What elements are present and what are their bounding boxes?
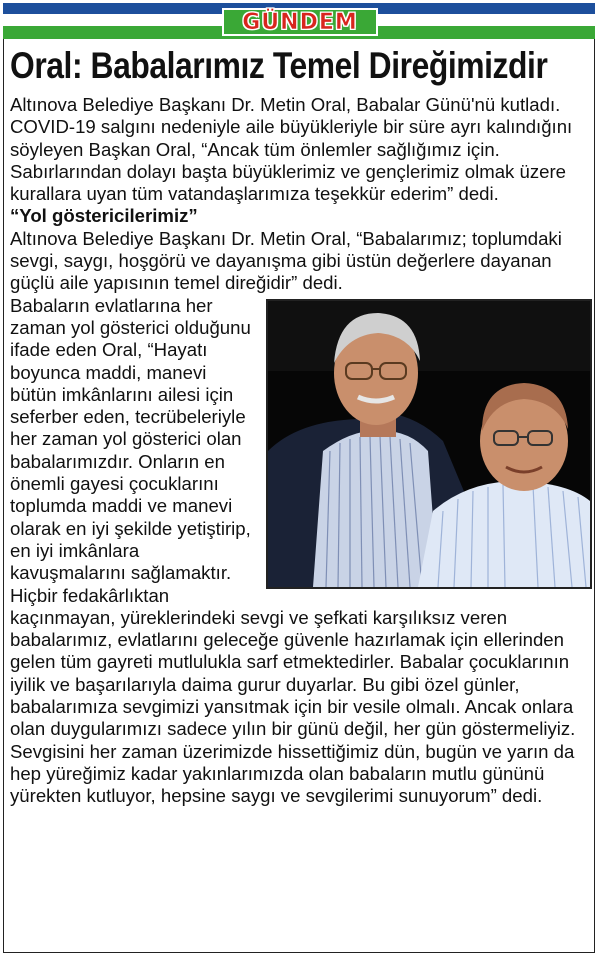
subheading: “Yol göstericilerimiz” [10, 205, 198, 227]
paragraph-1: Altınova Belediye Başkanı Dr. Metin Oral, Babalar Günü'nü kutladı. [10, 94, 561, 115]
section-label: GÜNDEM [222, 8, 378, 36]
headline: Oral: Babalarımız Temel Direğimizdir [10, 45, 548, 86]
paragraph-3: Altınova Belediye Başkanı Dr. Metin Oral, “Babalarımız; toplumdaki sevgi, saygı, hoşgörü ve dayanışma gibi üstün değerlere dayanan güçlü aile yapısının temel direğidir” dedi. [10, 227, 562, 294]
paragraph-2: COVID-19 salgını nedeniyle aile büyükleriyle bir süre ayrı kalındığını söyleyen Başkan Oral, “Ancak tüm önlemler sağlığımız için. Sabırlarından dolayı başta büyüklerimiz ve gençlerimiz olmak üzere kurallara uyan tüm vatandaşlarımıza teşekkür ederim” dedi. [10, 116, 573, 205]
paragraph-4 [10, 295, 592, 808]
photo [266, 299, 592, 589]
article-body [10, 94, 592, 808]
two-men-photo-illustration [268, 301, 590, 587]
paragraph-4-text: Babaların evlatlarına her zaman yol gösterici olduğunu ifade eden Oral, “Hayatı boyunca maddi, manevi bütün imkânlarını ailesi için seferber eden, tecrübeleriyle her zaman yol gösterici olan babalarımızdır. Onların en önemli gayesi çocuklarını toplumda maddi ve manevi olarak en iyi şekilde yetiştirip, en iyi imkânlara kavuşmalarını sağlamaktır. Hiçbir fedakârlıktan kaçınmayan, yüreklerindeki sevgi ve şefkati karşılıksız veren babalarımız, evlatlarını geleceğe güvenle hazırlamak için ellerinden gelen tüm gayreti mutlulukla sarf etmektedirler. Babalar çocuklarının iyilik ve başarılarıyla daima gurur duyarlar. Bu gibi özel günler, babalarımıza sevgimizi yansıtmak için bir vesile olmalı. Ancak onlara olan duygularımızı sadece yılın bir günü değil, her gün göstermeliyiz. Sevgisini her zaman üzerimizde hissettiğimiz dün, bugün ve yarın da hep yüreğimiz kadar yakınlarımızda olan babaların mutlu gününü yürekten kutluyor, hepsine saygı ve sevgilerimi sunuyorum” dedi. [10, 294, 576, 807]
